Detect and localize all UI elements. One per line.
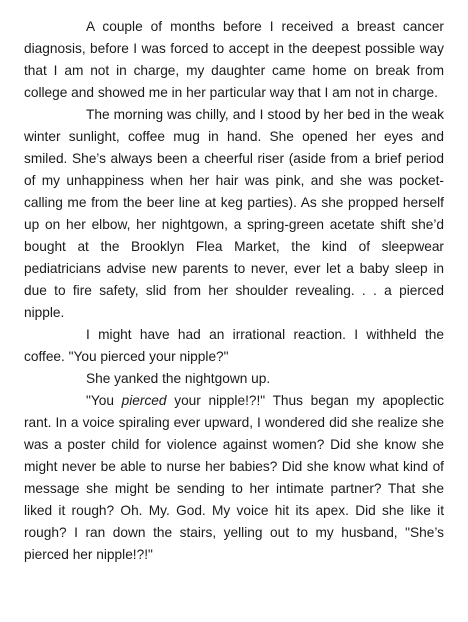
paragraph: The morning was chilly, and I stood by her bed in the weak winter sunlight, coffee mug in hand. She opened her eyes and smiled. She’s always been a cheerful riser (aside from a brief period of my unhappiness when her hair was pink, and she was pocket-calling me from the beer line at keg parties). As she propped herself up on her elbow, her nightgown, a spring-green acetate shift she’d bought at the Brooklyn Flea Market, the kind of sleepwear pediatricians advise new parents to never, ever let a baby sleep in due to fire safety, slid from her shoulder revealing. . . a pierced nipple. — [24, 107, 444, 320]
paragraph-text-after: your nipple!?!" Thus began my apoplectic rant. In a voice spiraling ever upward, I wondered did she realize she was a poster child for violence against women? Did she know she might never be able to nurse her babies? Did she know what kind of message she might be sending to her intimate partner? That she liked it rough? Oh. My. God. My voice hit its apex. Did she like it rough? I ran down the stairs, yelling out to my husband, "She’s pierced her nipple!?!" — [24, 393, 444, 562]
paragraph: She yanked the nightgown up. — [86, 371, 271, 386]
emphasized-word: pierced — [121, 393, 167, 408]
document-page — [24, 16, 444, 566]
paragraph: I might have had an irrational reaction. I withheld the coffee. "You pierced your nipple?" — [24, 327, 444, 364]
paragraph-text-before: "You — [86, 393, 122, 408]
paragraph — [24, 390, 444, 566]
paragraph: A couple of months before I received a breast cancer diagnosis, before I was forced to accept in the deepest possible way that I am not in charge, my daughter came home on break from college and showed me in her particular way that I am not in charge. — [24, 19, 444, 100]
